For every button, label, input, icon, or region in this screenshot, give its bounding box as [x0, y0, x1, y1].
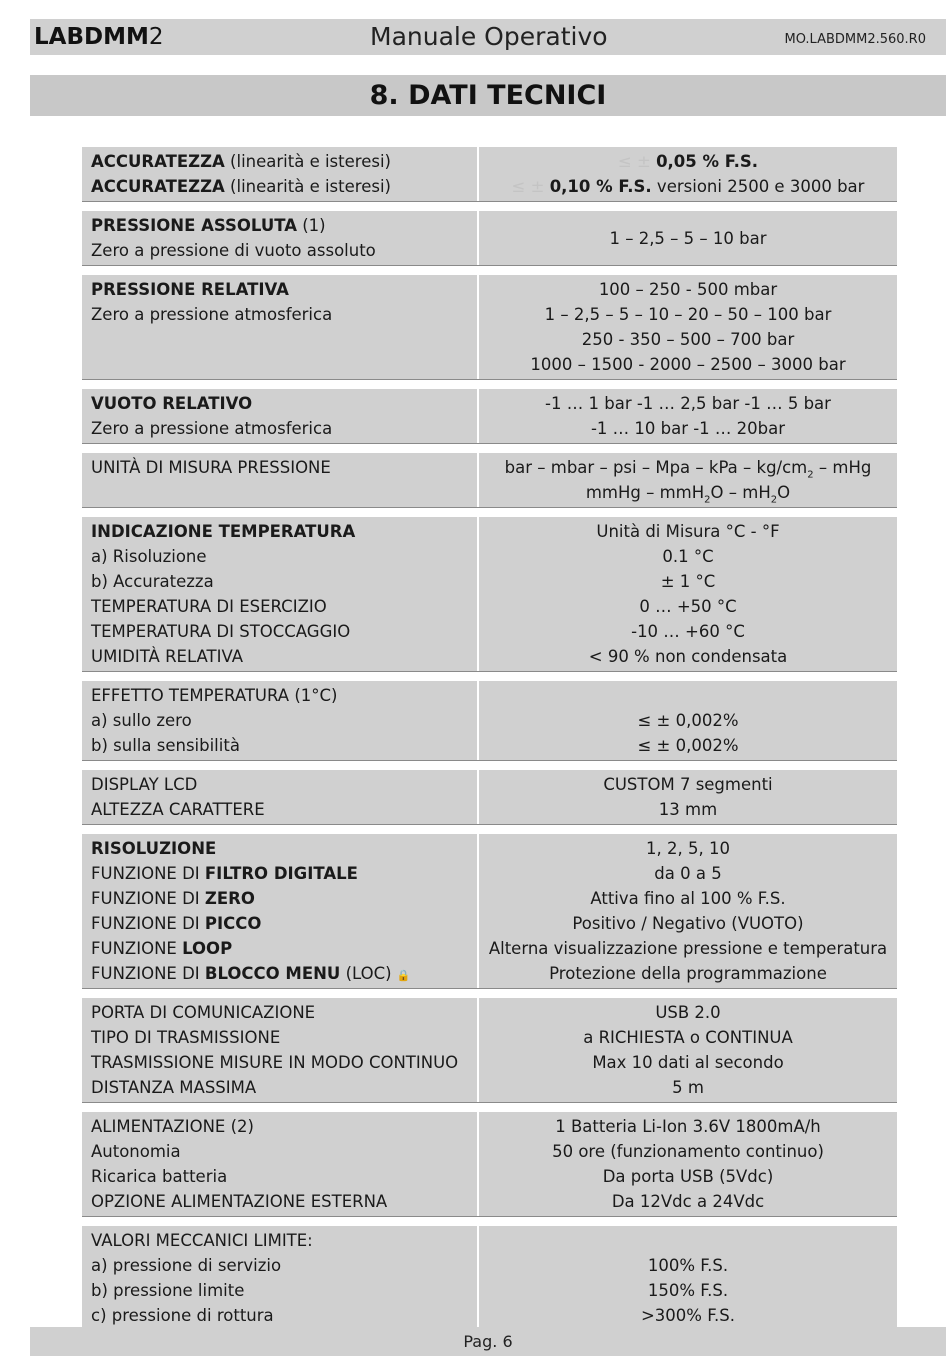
spec-text: Zero a pressione atmosferica — [91, 419, 333, 438]
spec-text-bold: LOOP — [182, 939, 233, 958]
group-spacer — [82, 825, 897, 834]
spec-text: b) sulla sensibilità — [91, 736, 240, 755]
spec-line — [479, 480, 897, 505]
spec-text: -1 … 10 bar -1 … 20bar — [590, 419, 786, 438]
spec-text: FUNZIONE DI — [91, 889, 205, 908]
spec-value-cell — [477, 211, 897, 265]
spec-text: 1 Batteria Li-Ion 3.6V 1800mA/h — [555, 1117, 821, 1136]
spec-value-cell — [477, 770, 897, 824]
spec-line — [479, 277, 897, 302]
spec-line — [479, 594, 897, 619]
spec-line — [91, 1303, 477, 1328]
spec-text: 0 … +50 °C — [639, 597, 737, 616]
spec-text-bold: ACCURATEZZA — [91, 177, 225, 196]
spec-group — [82, 1226, 897, 1331]
spec-text: Max 10 dati al secondo — [592, 1053, 784, 1072]
spec-text-bold: PRESSIONE ASSOLUTA — [91, 216, 297, 235]
spec-line — [91, 708, 477, 733]
spec-line — [91, 1000, 477, 1025]
spec-group — [82, 389, 897, 444]
spec-text-bold: FILTRO DIGITALE — [204, 864, 358, 883]
spec-text: Positivo / Negativo (VUOTO) — [572, 914, 804, 933]
spec-line — [91, 936, 477, 961]
spec-line — [91, 644, 477, 669]
spec-text: UMIDITÀ RELATIVA — [91, 647, 244, 666]
spec-line — [91, 1189, 477, 1214]
spec-line — [91, 174, 477, 199]
spec-text: O — [777, 483, 791, 502]
spec-line — [479, 836, 897, 861]
spec-line — [91, 569, 477, 594]
spec-text: 13 mm — [658, 800, 718, 819]
spec-line — [479, 302, 897, 327]
spec-value-cell — [477, 389, 897, 443]
page-footer: Pag. 6 — [30, 1327, 946, 1356]
spec-text: 2 — [807, 469, 814, 481]
spec-line — [479, 391, 897, 416]
spec-text: CUSTOM 7 segmenti — [603, 775, 773, 794]
group-spacer — [82, 380, 897, 389]
spec-line — [91, 1164, 477, 1189]
spec-text: da 0 a 5 — [654, 864, 722, 883]
spec-line — [91, 1025, 477, 1050]
spec-value-cell — [477, 453, 897, 507]
spec-text-bold: ACCURATEZZA — [91, 152, 225, 171]
brand-name — [34, 22, 164, 52]
spec-label-cell — [82, 453, 477, 507]
document-code: MO.LABDMM2.560.R0 — [784, 32, 926, 47]
spec-text: Unità di Misura °C - °F — [596, 522, 780, 541]
group-spacer — [82, 508, 897, 517]
spec-line — [479, 1164, 897, 1189]
spec-line — [479, 1189, 897, 1214]
spec-text: Zero a pressione atmosferica — [91, 305, 333, 324]
spec-text: 100% F.S. — [647, 1256, 729, 1275]
spec-text: EFFETTO TEMPERATURA (1°C) — [91, 686, 338, 705]
spec-text: ≤ ± — [617, 152, 657, 171]
spec-table — [82, 147, 897, 1331]
spec-text: Protezione della programmazione — [549, 964, 827, 983]
spec-line — [479, 1000, 897, 1025]
spec-text: FUNZIONE DI — [91, 864, 205, 883]
spec-group — [82, 1112, 897, 1217]
page-header — [30, 19, 946, 55]
spec-text: OPZIONE ALIMENTAZIONE ESTERNA — [91, 1192, 388, 1211]
spec-group — [82, 453, 897, 508]
spec-label-cell — [82, 517, 477, 671]
spec-text: mmHg – mmH — [585, 483, 705, 502]
spec-line — [91, 1253, 477, 1278]
spec-group — [82, 770, 897, 825]
spec-line — [479, 886, 897, 911]
spec-text: 1 – 2,5 – 5 – 10 – 20 – 50 – 100 bar — [544, 305, 832, 324]
spec-line — [479, 569, 897, 594]
spec-line — [479, 961, 897, 986]
spec-text: a) Risoluzione — [91, 547, 207, 566]
spec-text-bold: PICCO — [204, 914, 262, 933]
spec-text: 250 - 350 – 500 – 700 bar — [581, 330, 795, 349]
spec-line — [91, 213, 477, 238]
group-spacer — [82, 266, 897, 275]
spec-value-cell — [477, 681, 897, 760]
group-spacer — [82, 444, 897, 453]
spec-text-bold: BLOCCO MENU — [204, 964, 341, 983]
spec-text: 1000 – 1500 - 2000 – 2500 – 3000 bar — [530, 355, 846, 374]
spec-label-cell — [82, 147, 477, 201]
spec-text: < 90 % non condensata — [588, 647, 788, 666]
spec-line — [91, 886, 477, 911]
spec-value-cell — [477, 1112, 897, 1216]
spec-label-cell — [82, 275, 477, 379]
spec-text: Attiva fino al 100 % F.S. — [590, 889, 786, 908]
spec-text: a) sullo zero — [91, 711, 192, 730]
group-spacer — [82, 1217, 897, 1226]
spec-line — [479, 619, 897, 644]
spec-text: 150% F.S. — [647, 1281, 729, 1300]
spec-group — [82, 834, 897, 989]
spec-line — [479, 708, 897, 733]
spec-text: FUNZIONE — [91, 939, 183, 958]
spec-line — [91, 797, 477, 822]
spec-value-cell — [477, 834, 897, 988]
spec-text-bold: PRESSIONE RELATIVA — [91, 280, 289, 299]
spec-line — [479, 911, 897, 936]
spec-value-cell — [477, 998, 897, 1102]
spec-text: TRASMISSIONE MISURE IN MODO CONTINUO — [91, 1053, 459, 1072]
spec-text-bold: VUOTO RELATIVO — [91, 394, 253, 413]
spec-line — [479, 416, 897, 441]
spec-text-bold: ZERO — [204, 889, 255, 908]
spec-text: versioni 2500 e 3000 bar — [651, 177, 865, 196]
spec-text: ≤ ± 0,002% — [637, 736, 739, 755]
spec-line — [479, 455, 897, 480]
spec-text: ≤ ± 0,002% — [637, 711, 739, 730]
spec-line — [479, 1253, 897, 1278]
group-spacer — [82, 672, 897, 681]
spec-line — [479, 149, 897, 174]
spec-text: 2 — [704, 494, 711, 506]
spec-line — [479, 519, 897, 544]
spec-text: 2 — [770, 494, 778, 506]
spec-text-bold: 0,05 % F.S. — [656, 152, 759, 171]
spec-text: -10 … +60 °C — [631, 622, 745, 641]
spec-text: VALORI MECCANICI LIMITE: — [91, 1231, 313, 1250]
spec-text: Zero a pressione di vuoto assoluto — [91, 241, 376, 260]
spec-line — [479, 936, 897, 961]
spec-line — [91, 1075, 477, 1100]
spec-line — [91, 1278, 477, 1303]
spec-line — [91, 911, 477, 936]
spec-label-cell — [82, 1112, 477, 1216]
spec-text: 5 m — [672, 1078, 704, 1097]
spec-text: bar – mbar – psi – Mpa – kPa – kg/cm — [504, 458, 808, 477]
spec-line — [91, 1050, 477, 1075]
spec-line — [91, 149, 477, 174]
spec-line — [91, 302, 477, 327]
spec-text: TEMPERATURA DI ESERCIZIO — [91, 597, 327, 616]
spec-line — [479, 733, 897, 758]
spec-line — [479, 226, 897, 251]
spec-label-cell — [82, 681, 477, 760]
spec-line — [479, 1303, 897, 1328]
spec-text: 1 – 2,5 – 5 – 10 bar — [609, 228, 767, 248]
spec-text: TIPO DI TRASMISSIONE — [91, 1028, 281, 1047]
spec-text: c) pressione di rottura — [91, 1306, 274, 1325]
spec-text: TEMPERATURA DI STOCCAGGIO — [91, 622, 351, 641]
spec-group — [82, 211, 897, 266]
spec-label-cell — [82, 211, 477, 265]
spec-line — [91, 519, 477, 544]
spec-text: 50 ore (funzionamento continuo) — [552, 1142, 824, 1161]
spec-line — [479, 352, 897, 377]
spec-text: USB 2.0 — [655, 1003, 721, 1022]
spec-line — [91, 238, 477, 263]
spec-text: FUNZIONE DI — [91, 964, 205, 983]
spec-group — [82, 147, 897, 202]
spec-text: 1, 2, 5, 10 — [646, 839, 730, 858]
group-spacer — [82, 1103, 897, 1112]
spec-group — [82, 517, 897, 672]
spec-line — [479, 797, 897, 822]
lock-icon: 🔒 — [396, 969, 411, 982]
spec-text: FUNZIONE DI — [91, 914, 205, 933]
spec-line — [91, 391, 477, 416]
section-title: 8. DATI TECNICI — [30, 75, 946, 116]
spec-line — [91, 836, 477, 861]
spec-text: UNITÀ DI MISURA PRESSIONE — [91, 458, 331, 477]
spec-label-cell — [82, 998, 477, 1102]
group-spacer — [82, 989, 897, 998]
spec-text: DISTANZA MASSIMA — [91, 1078, 257, 1097]
spec-value-cell — [477, 517, 897, 671]
spec-text: a RICHIESTA o CONTINUA — [583, 1028, 793, 1047]
spec-text: a) pressione di servizio — [91, 1256, 282, 1275]
spec-value-cell — [477, 147, 897, 201]
spec-text: Da porta USB (5Vdc) — [602, 1167, 774, 1186]
spec-text: ALTEZZA CARATTERE — [91, 800, 265, 819]
spec-text-bold: 0,10 % F.S. — [549, 177, 652, 196]
spec-line — [479, 174, 897, 199]
spec-text: ≤ ± — [511, 177, 550, 196]
spec-text-bold: RISOLUZIONE — [91, 839, 217, 858]
spec-text: Alterna visualizzazione pressione e temperatura — [488, 939, 888, 958]
spec-label-cell — [82, 834, 477, 988]
spec-text: >300% F.S. — [640, 1306, 736, 1325]
spec-text: ± 1 °C — [660, 572, 716, 591]
document-title: Manuale Operativo — [370, 22, 608, 51]
spec-text: 100 – 250 - 500 mbar — [598, 280, 778, 299]
spec-text: (linearità e isteresi) — [224, 152, 391, 171]
spec-group — [82, 681, 897, 761]
spec-line — [91, 594, 477, 619]
spec-line — [479, 1139, 897, 1164]
group-spacer — [82, 202, 897, 211]
spec-line — [479, 772, 897, 797]
spec-line — [91, 772, 477, 797]
spec-line — [479, 644, 897, 669]
spec-group — [82, 275, 897, 380]
spec-line — [91, 277, 477, 302]
spec-line — [91, 961, 477, 986]
spec-label-cell — [82, 389, 477, 443]
spec-value-cell — [477, 1226, 897, 1330]
brand-name-bold: LABDMM — [34, 24, 149, 50]
spec-text: Autonomia — [91, 1142, 181, 1161]
spec-line — [91, 1114, 477, 1139]
spec-line — [91, 861, 477, 886]
spec-line — [91, 619, 477, 644]
brand-name-suffix: 2 — [148, 24, 164, 50]
spec-line — [479, 1050, 897, 1075]
spec-line — [91, 416, 477, 441]
spec-line — [91, 544, 477, 569]
spec-line — [91, 733, 477, 758]
spec-text: PORTA DI COMUNICAZIONE — [91, 1003, 316, 1022]
spec-line — [91, 1139, 477, 1164]
spec-text: O – mH — [710, 483, 771, 502]
spec-text: Ricarica batteria — [91, 1167, 228, 1186]
spec-line — [479, 1278, 897, 1303]
spec-text: Da 12Vdc a 24Vdc — [611, 1192, 765, 1211]
spec-label-cell — [82, 770, 477, 824]
spec-text: ALIMENTAZIONE (2) — [91, 1117, 254, 1136]
spec-group — [82, 998, 897, 1103]
spec-text: – mHg — [813, 458, 872, 477]
spec-text: DISPLAY LCD — [91, 775, 198, 794]
spec-line — [91, 683, 477, 708]
spec-label-cell — [82, 1226, 477, 1330]
group-spacer — [82, 761, 897, 770]
spec-text: (LOC) — [340, 964, 397, 983]
spec-line — [479, 1075, 897, 1100]
spec-text: b) pressione limite — [91, 1281, 245, 1300]
spec-text: b) Accuratezza — [91, 572, 214, 591]
spec-line — [91, 455, 477, 480]
spec-text-bold: INDICAZIONE TEMPERATURA — [91, 522, 356, 541]
spec-text: (1) — [296, 216, 326, 235]
spec-text: (linearità e isteresi) — [224, 177, 391, 196]
spec-line — [479, 544, 897, 569]
spec-line — [479, 327, 897, 352]
spec-text: -1 … 1 bar -1 … 2,5 bar -1 … 5 bar — [545, 394, 831, 413]
spec-line — [479, 861, 897, 886]
spec-line — [479, 1025, 897, 1050]
spec-line — [91, 1228, 477, 1253]
spec-value-cell — [477, 275, 897, 379]
spec-text: 0.1 °C — [662, 547, 714, 566]
spec-line — [479, 1114, 897, 1139]
